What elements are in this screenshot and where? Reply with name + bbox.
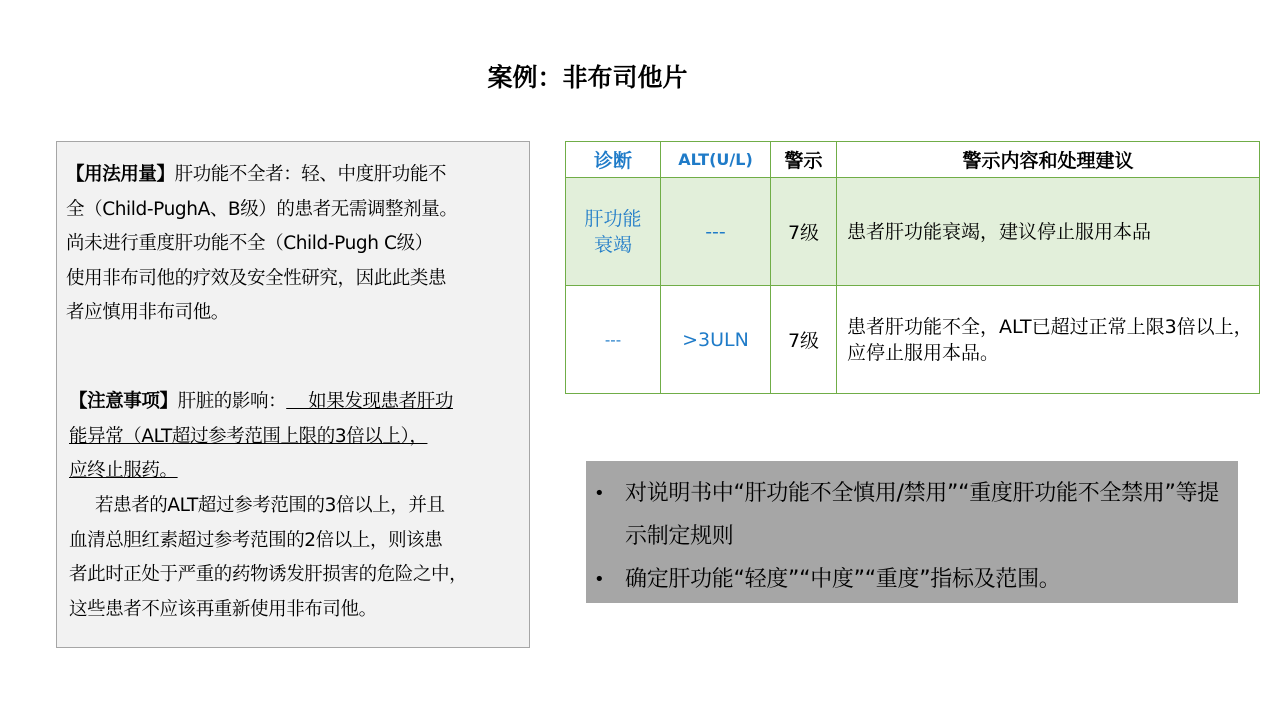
warning-table	[565, 141, 1260, 394]
caution-section	[69, 385, 539, 489]
header-level: 警示	[771, 142, 837, 178]
caution-underlined: 能异常（ALT超过参考范围上限的3倍以上），	[69, 425, 428, 447]
note-text: 对说明书中“肝功能不全慎用/禁用”“重度肝功能不全禁用”等提示制定规则	[625, 481, 1220, 549]
usage-section	[66, 158, 536, 331]
note-text: 确定肝功能“轻度”“中度”“重度”指标及范围。	[625, 567, 1061, 592]
caution-body	[69, 489, 539, 627]
caution-body-line: 者此时正处于严重的药物诱发肝损害的危险之中，	[69, 564, 468, 585]
caution-label: 【注意事项】	[69, 391, 178, 412]
bullet-icon: •	[594, 569, 605, 590]
cell-advice: 患者肝功能不全，ALT已超过正常上限3倍以上，应停止服用本品。	[837, 286, 1260, 394]
table-row	[566, 178, 1260, 286]
cell-diagnosis: 肝功能衰竭	[566, 178, 661, 286]
usage-line: 全（Child-PughA、B级）的患者无需调整剂量。	[66, 198, 458, 220]
usage-line: 尚未进行重度肝功能不全（Child-Pugh C级）	[66, 233, 433, 254]
list-item	[586, 558, 1225, 601]
page-title: 案例：非布司他片	[487, 63, 688, 92]
table-header-row	[566, 142, 1260, 178]
caution-body-line: 若患者的ALT超过参考范围的3倍以上，并且	[95, 495, 445, 516]
rule-notes-list	[586, 472, 1225, 601]
cell-diagnosis: ---	[566, 286, 661, 394]
table-row	[566, 286, 1260, 394]
cell-alt: >3ULN	[661, 286, 771, 394]
cell-alt: ---	[661, 178, 771, 286]
rule-notes-box	[586, 461, 1238, 603]
header-advice: 警示内容和处理建议	[837, 142, 1260, 178]
usage-line: 使用非布司他的疗效及安全性研究，因此此类患	[66, 267, 447, 289]
usage-label: 【用法用量】	[66, 164, 175, 185]
header-alt: ALT(U/L)	[661, 142, 771, 178]
header-diagnosis: 诊断	[566, 142, 661, 178]
usage-line: 者应慎用非布司他。	[66, 302, 229, 323]
usage-line: 肝功能不全者：轻、中度肝功能不	[174, 164, 447, 185]
caution-underlined: 应终止服药。	[69, 460, 178, 481]
caution-underlined: 如果发现患者肝功	[286, 391, 453, 412]
caution-intro: 肝脏的影响：	[177, 391, 287, 412]
cell-level: 7级	[771, 286, 837, 394]
caution-body-line: 血清总胆红素超过参考范围的2倍以上，则该患	[69, 529, 443, 551]
caution-body-line: 这些患者不应该再重新使用非布司他。	[69, 598, 377, 620]
bullet-icon: •	[594, 483, 605, 504]
drug-info-panel	[56, 141, 530, 648]
cell-level: 7级	[771, 178, 837, 286]
list-item	[586, 472, 1225, 558]
cell-advice: 患者肝功能衰竭，建议停止服用本品	[837, 178, 1260, 286]
